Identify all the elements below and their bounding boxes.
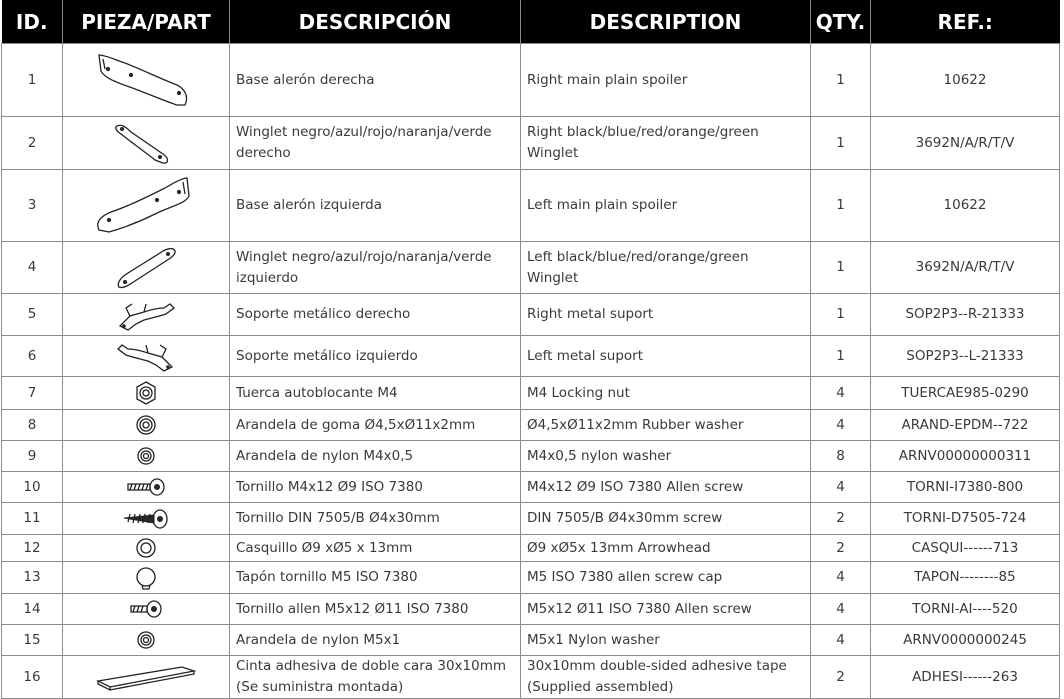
table-row — [2, 503, 1060, 535]
row-id: 1 — [2, 44, 63, 117]
row-ref: ARNV00000000311 — [871, 441, 1060, 472]
row-ref: TAPON--------85 — [871, 562, 1060, 594]
row-ref: 3692N/A/R/T/V — [871, 242, 1060, 294]
table-row — [2, 535, 1060, 562]
right-metal-support-icon — [114, 296, 178, 334]
row-description: Left metal suport — [521, 336, 811, 377]
row-descripcion: Tapón tornillo M5 ISO 7380 — [230, 562, 521, 594]
row-qty: 1 — [811, 117, 871, 170]
row-id: 16 — [2, 656, 63, 699]
nylon-washer-icon — [134, 628, 158, 652]
bushing-icon — [133, 536, 159, 560]
locking-nut-icon — [133, 380, 159, 406]
row-qty: 1 — [811, 336, 871, 377]
row-descripcion: Base alerón derecha — [230, 44, 521, 117]
table-row — [2, 294, 1060, 336]
row-id: 4 — [2, 242, 63, 294]
row-qty: 2 — [811, 503, 871, 535]
row-id: 12 — [2, 535, 63, 562]
self-tapping-screw-icon — [122, 506, 170, 532]
row-ref: ARNV0000000245 — [871, 625, 1060, 656]
row-id: 11 — [2, 503, 63, 535]
row-qty: 1 — [811, 242, 871, 294]
header-ref: REF.: — [871, 0, 1060, 44]
row-descripcion: Cinta adhesiva de doble cara 30x10mm (Se suministra montada) — [230, 656, 521, 699]
row-description: Right main plain spoiler — [521, 44, 811, 117]
table-row — [2, 242, 1060, 294]
row-id: 14 — [2, 594, 63, 625]
row-id: 9 — [2, 441, 63, 472]
table-row — [2, 625, 1060, 656]
table-row — [2, 472, 1060, 503]
row-descripcion: Casquillo Ø9 xØ5 x 13mm — [230, 535, 521, 562]
row-id: 2 — [2, 117, 63, 170]
row-descripcion: Winglet negro/azul/rojo/naranja/verde izquierdo — [230, 242, 521, 294]
row-ref: ARAND-EPDM--722 — [871, 410, 1060, 441]
row-description: M4 Locking nut — [521, 377, 811, 410]
row-descripcion: Winglet negro/azul/rojo/naranja/verde derecho — [230, 117, 521, 170]
row-description: M5x1 Nylon washer — [521, 625, 811, 656]
row-qty: 4 — [811, 625, 871, 656]
row-qty: 2 — [811, 656, 871, 699]
row-description: Right metal suport — [521, 294, 811, 336]
row-qty: 4 — [811, 410, 871, 441]
row-qty: 2 — [811, 535, 871, 562]
allen-screw-icon — [124, 476, 168, 498]
row-ref: 10622 — [871, 44, 1060, 117]
row-description: 30x10mm double-sided adhesive tape (Supplied assembled) — [521, 656, 811, 699]
rubber-washer-icon — [134, 413, 158, 437]
row-descripcion: Soporte metálico izquierdo — [230, 336, 521, 377]
allen-screw-icon — [127, 598, 165, 620]
row-ref: SOP2P3--L-21333 — [871, 336, 1060, 377]
row-descripcion: Tornillo M4x12 Ø9 ISO 7380 — [230, 472, 521, 503]
row-descripcion: Arandela de nylon M5x1 — [230, 625, 521, 656]
table-row — [2, 562, 1060, 594]
row-description: Right black/blue/red/orange/green Winglet — [521, 117, 811, 170]
row-descripcion: Soporte metálico derecho — [230, 294, 521, 336]
nylon-washer-icon — [134, 444, 158, 468]
row-description: Left main plain spoiler — [521, 170, 811, 242]
row-ref: CASQUI------713 — [871, 535, 1060, 562]
row-qty: 1 — [811, 170, 871, 242]
table-row — [2, 170, 1060, 242]
row-ref: 10622 — [871, 170, 1060, 242]
row-qty: 1 — [811, 44, 871, 117]
row-descripcion: Base alerón izquierda — [230, 170, 521, 242]
row-qty: 4 — [811, 377, 871, 410]
row-id: 15 — [2, 625, 63, 656]
row-qty: 4 — [811, 562, 871, 594]
row-description: DIN 7505/B Ø4x30mm screw — [521, 503, 811, 535]
header-part: PIEZA/PART — [63, 0, 230, 44]
row-id: 3 — [2, 170, 63, 242]
row-descripcion: Tornillo DIN 7505/B Ø4x30mm — [230, 503, 521, 535]
table-row — [2, 656, 1060, 699]
row-description: M5 ISO 7380 allen screw cap — [521, 562, 811, 594]
table-row — [2, 410, 1060, 441]
row-descripcion: Tornillo allen M5x12 Ø11 ISO 7380 — [230, 594, 521, 625]
parts-table — [1, 0, 1060, 699]
header-description: DESCRIPTION — [521, 0, 811, 44]
row-id: 13 — [2, 562, 63, 594]
row-description: Ø9 xØ5x 13mm Arrowhead — [521, 535, 811, 562]
row-descripcion: Arandela de nylon M4x0,5 — [230, 441, 521, 472]
header-id: ID. — [2, 0, 63, 44]
left-metal-support-icon — [114, 337, 178, 375]
row-ref: SOP2P3--R-21333 — [871, 294, 1060, 336]
row-id: 6 — [2, 336, 63, 377]
row-id: 10 — [2, 472, 63, 503]
table-row — [2, 117, 1060, 170]
row-ref: TORNI-AI----520 — [871, 594, 1060, 625]
row-qty: 4 — [811, 594, 871, 625]
row-description: M4x12 Ø9 ISO 7380 Allen screw — [521, 472, 811, 503]
row-descripcion: Tuerca autoblocante M4 — [230, 377, 521, 410]
table-row — [2, 441, 1060, 472]
left-spoiler-icon — [91, 174, 201, 238]
row-description: M5x12 Ø11 ISO 7380 Allen screw — [521, 594, 811, 625]
header-descripcion: DESCRIPCIÓN — [230, 0, 521, 44]
row-qty: 1 — [811, 294, 871, 336]
row-ref: 3692N/A/R/T/V — [871, 117, 1060, 170]
row-descripcion: Arandela de goma Ø4,5xØ11x2mm — [230, 410, 521, 441]
row-ref: TUERCAE985-0290 — [871, 377, 1060, 410]
left-winglet-icon — [111, 245, 181, 291]
row-ref: ADHESI------263 — [871, 656, 1060, 699]
table-row — [2, 336, 1060, 377]
header-qty: QTY. — [811, 0, 871, 44]
row-description: M4x0,5 nylon washer — [521, 441, 811, 472]
row-description: Left black/blue/red/orange/green Winglet — [521, 242, 811, 294]
screw-cap-icon — [133, 565, 159, 591]
right-spoiler-icon — [91, 49, 201, 111]
right-winglet-icon — [111, 120, 181, 166]
header-row — [2, 0, 1060, 44]
row-id: 7 — [2, 377, 63, 410]
adhesive-tape-icon — [94, 661, 198, 693]
row-qty: 8 — [811, 441, 871, 472]
table-row — [2, 44, 1060, 117]
row-id: 5 — [2, 294, 63, 336]
table-row — [2, 377, 1060, 410]
row-qty: 4 — [811, 472, 871, 503]
row-id: 8 — [2, 410, 63, 441]
row-ref: TORNI-D7505-724 — [871, 503, 1060, 535]
row-description: Ø4,5xØ11x2mm Rubber washer — [521, 410, 811, 441]
table-row — [2, 594, 1060, 625]
row-ref: TORNI-I7380-800 — [871, 472, 1060, 503]
